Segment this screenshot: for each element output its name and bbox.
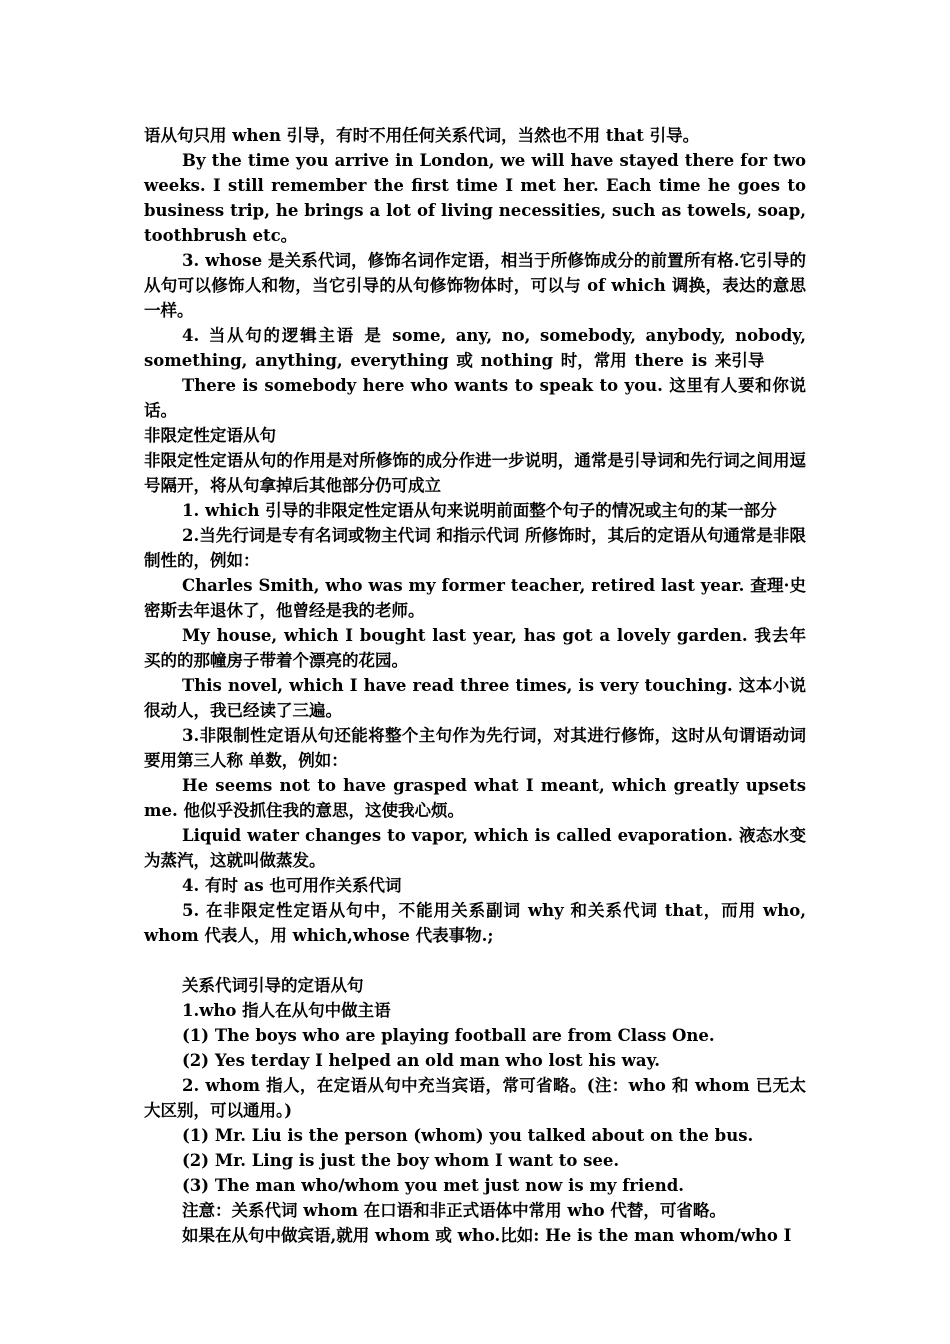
example-2: (2) Yes terday I helped an old man who lost his way. <box>182 1051 661 1070</box>
paragraph-3: 3. whose 是关系代词，修饰名词作定语，相当于所修饰成分的前置所有格.它引导的从句可以修饰人和物，当它引导的从句修饰物体时，可以与 of which 调换，表达的意思一样。 <box>144 251 806 320</box>
paragraph-8: 1. which 引导的非限定性定语从句来说明前面整个句子的情况或主句的某一部分 <box>182 501 777 520</box>
note-paragraph: 注意：关系代词 whom 在口语和非正式语体中常用 who 代替，可省略。 <box>182 1201 726 1220</box>
paragraph-12: This novel, which I have read three times, is very touching. 这本小说很动人，我已经读了三遍。 <box>144 676 806 720</box>
blank-line <box>144 948 806 973</box>
paragraph-20: 1.who 指人在从句中做主语 <box>182 1001 391 1020</box>
example-3: (1) Mr. Liu is the person (whom) you talked about on the bus. <box>182 1126 754 1145</box>
paragraph-4: 4. 当从句的逻辑主语 是 some, any, no, somebody, anybody, nobody, something, anything, everything 或 nothing 时，常用 there is 来引导 <box>144 326 806 370</box>
example-1: (1) The boys who are playing football are from Class One. <box>182 1026 715 1045</box>
paragraph-1: 语从句只用 when 引导，有时不用任何关系代词，当然也不用 that 引导。 <box>144 126 700 145</box>
document-page <box>144 123 806 1248</box>
paragraph-5: There is somebody here who wants to speak to you. 这里有人要和你说话。 <box>144 376 806 420</box>
paragraph-17: 5. 在非限定性定语从句中，不能用关系副词 why 和关系代词 that，而用 who, whom 代表人，用 which,whose 代表事物.; <box>144 901 806 945</box>
example-4: (2) Mr. Ling is just the boy whom I want to see. <box>182 1151 620 1170</box>
paragraph-16: 4. 有时 as 也可用作关系代词 <box>182 876 402 895</box>
section-heading-nonrestrictive: 非限定性定语从句 <box>144 426 276 445</box>
example-5: (3) The man who/whom you met just now is my friend. <box>182 1176 685 1195</box>
paragraph-13: 3.非限制性定语从句还能将整个主句作为先行词，对其进行修饰，这时从句谓语动词 要用第三人称 单数，例如： <box>144 726 806 770</box>
paragraph-9: 2.当先行词是专有名词或物主代词 和指示代词 所修饰时，其后的定语从句通常是非限制性的，例如： <box>144 526 806 570</box>
paragraph-last: 如果在从句中做宾语,就用 whom 或 who.比如: He is the man whom/who I <box>182 1226 792 1245</box>
section-heading-relative-pronoun: 关系代词引导的定语从句 <box>182 976 364 995</box>
paragraph-10: Charles Smith, who was my former teacher, retired last year. 查理·史密斯去年退休了，他曾经是我的老师。 <box>144 576 806 620</box>
paragraph-7: 非限定性定语从句的作用是对所修饰的成分作进一步说明，通常是引导词和先行词之间用逗号隔开，将从句拿掉后其他部分仍可成立 <box>144 451 806 495</box>
paragraph-2: By the time you arrive in London, we will have stayed there for two weeks. I still remember the first time I met her. Each time he goes to business trip, he brings a lot of living necessities, such as towels, soap, toothbrush etc。 <box>144 151 806 245</box>
paragraph-11: My house, which I bought last year, has got a lovely garden. 我去年买的的那幢房子带着个漂亮的花园。 <box>144 626 806 670</box>
paragraph-14: He seems not to have grasped what I meant, which greatly upsets me. 他似乎没抓住我的意思，这使我心烦。 <box>144 776 806 820</box>
paragraph-15: Liquid water changes to vapor, which is called evaporation. 液态水变为蒸汽，这就叫做蒸发。 <box>144 826 806 870</box>
paragraph-23: 2. whom 指人，在定语从句中充当宾语，常可省略。(注：who 和 whom 已无太大区别，可以通用。) <box>144 1076 806 1120</box>
